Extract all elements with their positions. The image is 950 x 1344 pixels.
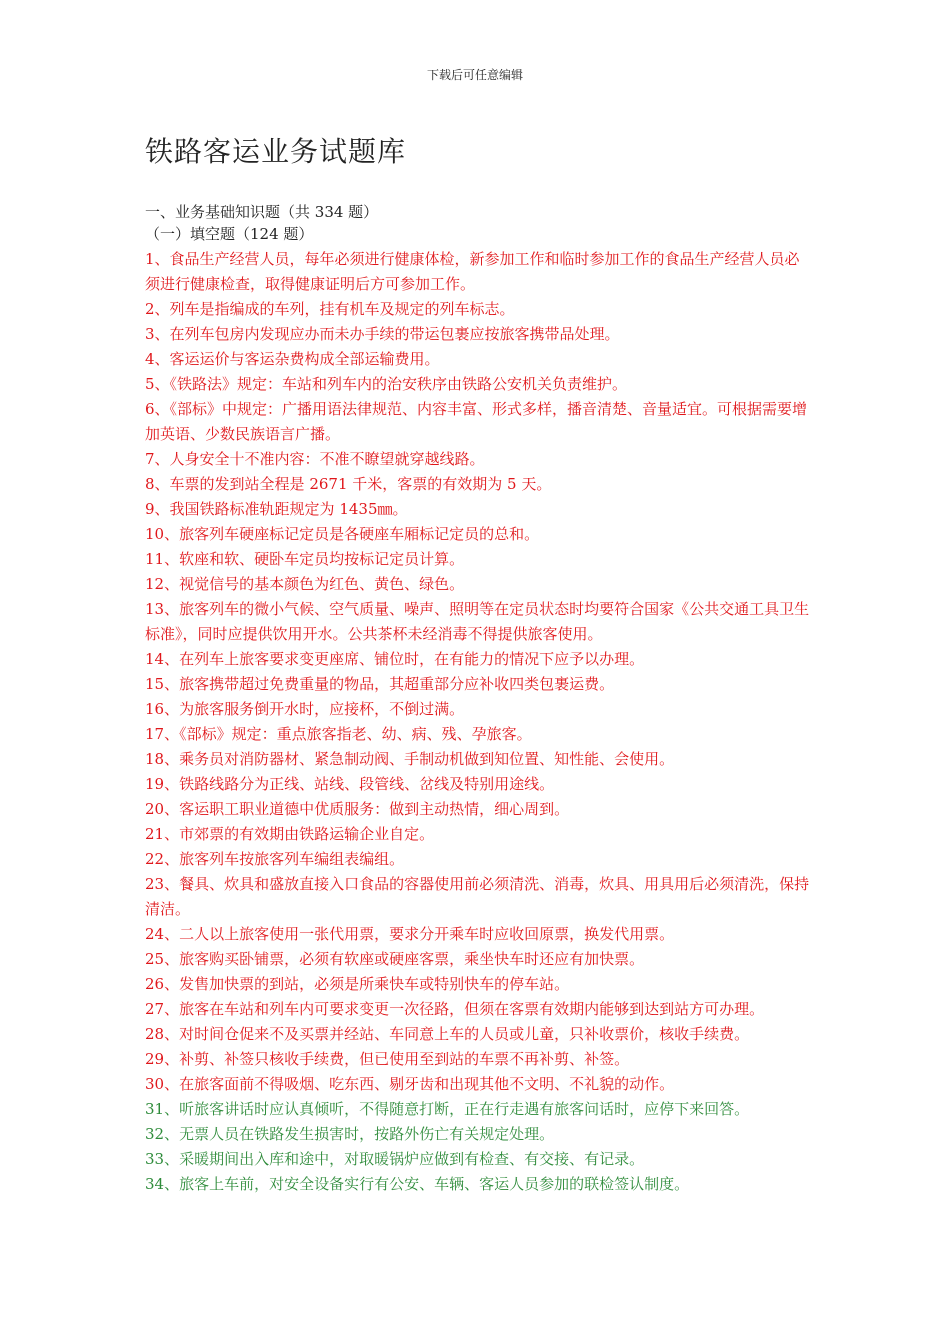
question-item: 23、餐具、炊具和盛放直接入口食品的容器使用前必须清洗、消毒，炊具、用具用后必须清洗，保持清洁。 — [145, 875, 810, 918]
question-item: 5、《铁路法》规定：车站和列车内的治安秩序由铁路公安机关负责维护。 — [145, 375, 628, 393]
question-item: 3、在列车包房内发现应办而未办手续的带运包裹应按旅客携带品处理。 — [145, 325, 620, 343]
question-item: 17、《部标》规定：重点旅客指老、幼、病、残、孕旅客。 — [145, 725, 532, 743]
question-item: 26、发售加快票的到站，必须是所乘快车或特别快车的停车站。 — [145, 975, 570, 993]
question-item: 18、乘务员对消防器材、紧急制动阀、手制动机做到知位置、知性能、会使用。 — [145, 750, 675, 768]
subsection-heading: （一）填空题（124 题） — [145, 225, 314, 243]
question-item: 14、在列车上旅客要求变更座席、铺位时，在有能力的情况下应予以办理。 — [145, 650, 645, 668]
question-list — [145, 247, 810, 1197]
question-item: 7、人身安全十不准内容：不准不瞭望就穿越线路。 — [145, 450, 485, 468]
question-item: 25、旅客购买卧铺票，必须有软座或硬座客票，乘坐快车时还应有加快票。 — [145, 950, 645, 968]
question-item: 31、听旅客讲话时应认真倾听，不得随意打断，正在行走遇有旅客问话时，应停下来回答。 — [145, 1100, 750, 1118]
question-item: 19、铁路线路分为正线、站线、段管线、岔线及特别用途线。 — [145, 775, 555, 793]
question-item: 30、在旅客面前不得吸烟、吃东西、剔牙齿和出现其他不文明、不礼貌的动作。 — [145, 1075, 675, 1093]
question-item: 16、为旅客服务倒开水时，应接杯，不倒过满。 — [145, 700, 465, 718]
section-heading: 一、业务基础知识题（共 334 题） — [145, 203, 379, 221]
question-item: 15、旅客携带超过免费重量的物品，其超重部分应补收四类包裹运费。 — [145, 675, 615, 693]
question-item: 6、《部标》中规定：广播用语法律规范、内容丰富、形式多样，播音清楚、音量适宜。可根据需要增加英语、少数民族语言广播。 — [145, 400, 808, 443]
question-item: 4、客运运价与客运杂费构成全部运输费用。 — [145, 350, 440, 368]
question-item: 24、二人以上旅客使用一张代用票，要求分开乘车时应收回原票，换发代用票。 — [145, 925, 675, 943]
question-item: 21、市郊票的有效期由铁路运输企业自定。 — [145, 825, 435, 843]
question-item: 1、食品生产经营人员，每年必须进行健康体检，新参加工作和临时参加工作的食品生产经营人员必须进行健康检查，取得健康证明后方可参加工作。 — [145, 250, 800, 293]
question-item: 28、对时间仓促来不及买票并经站、车同意上车的人员或儿童，只补收票价，核收手续费。 — [145, 1025, 750, 1043]
question-item: 22、旅客列车按旅客列车编组表编组。 — [145, 850, 405, 868]
question-item: 8、车票的发到站全程是 2671 千米，客票的有效期为 5 天。 — [145, 475, 552, 493]
header-note: 下载后可任意编辑 — [426, 68, 523, 82]
question-item: 27、旅客在车站和列车内可要求变更一次径路，但须在客票有效期内能够到达到站方可办理。 — [145, 1000, 765, 1018]
question-item: 34、旅客上车前，对安全设备实行有公安、车辆、客运人员参加的联检签认制度。 — [145, 1175, 690, 1193]
question-item: 2、列车是指编成的车列，挂有机车及规定的列车标志。 — [145, 300, 515, 318]
question-item: 13、旅客列车的微小气候、空气质量、噪声、照明等在定员状态时均要符合国家《公共交通工具卫生标准》，同时应提供饮用开水。公共茶杯未经消毒不得提供旅客使用。 — [145, 600, 810, 643]
question-item: 20、客运职工职业道德中优质服务：做到主动热情，细心周到。 — [145, 800, 570, 818]
question-item: 32、无票人员在铁路发生损害时，按路外伤亡有关规定处理。 — [145, 1125, 555, 1143]
question-item: 33、采暖期间出入库和途中，对取暖锅炉应做到有检查、有交接、有记录。 — [145, 1150, 645, 1168]
question-item: 9、我国铁路标准轨距规定为 1435㎜。 — [145, 500, 408, 518]
question-item: 11、软座和软、硬卧车定员均按标记定员计算。 — [145, 550, 465, 568]
document-title: 铁路客运业务试题库 — [145, 135, 407, 168]
question-item: 10、旅客列车硬座标记定员是各硬座车厢标记定员的总和。 — [145, 525, 540, 543]
question-item: 12、视觉信号的基本颜色为红色、黄色、绿色。 — [145, 575, 465, 593]
question-item: 29、补剪、补签只核收手续费，但已使用至到站的车票不再补剪、补签。 — [145, 1050, 630, 1068]
